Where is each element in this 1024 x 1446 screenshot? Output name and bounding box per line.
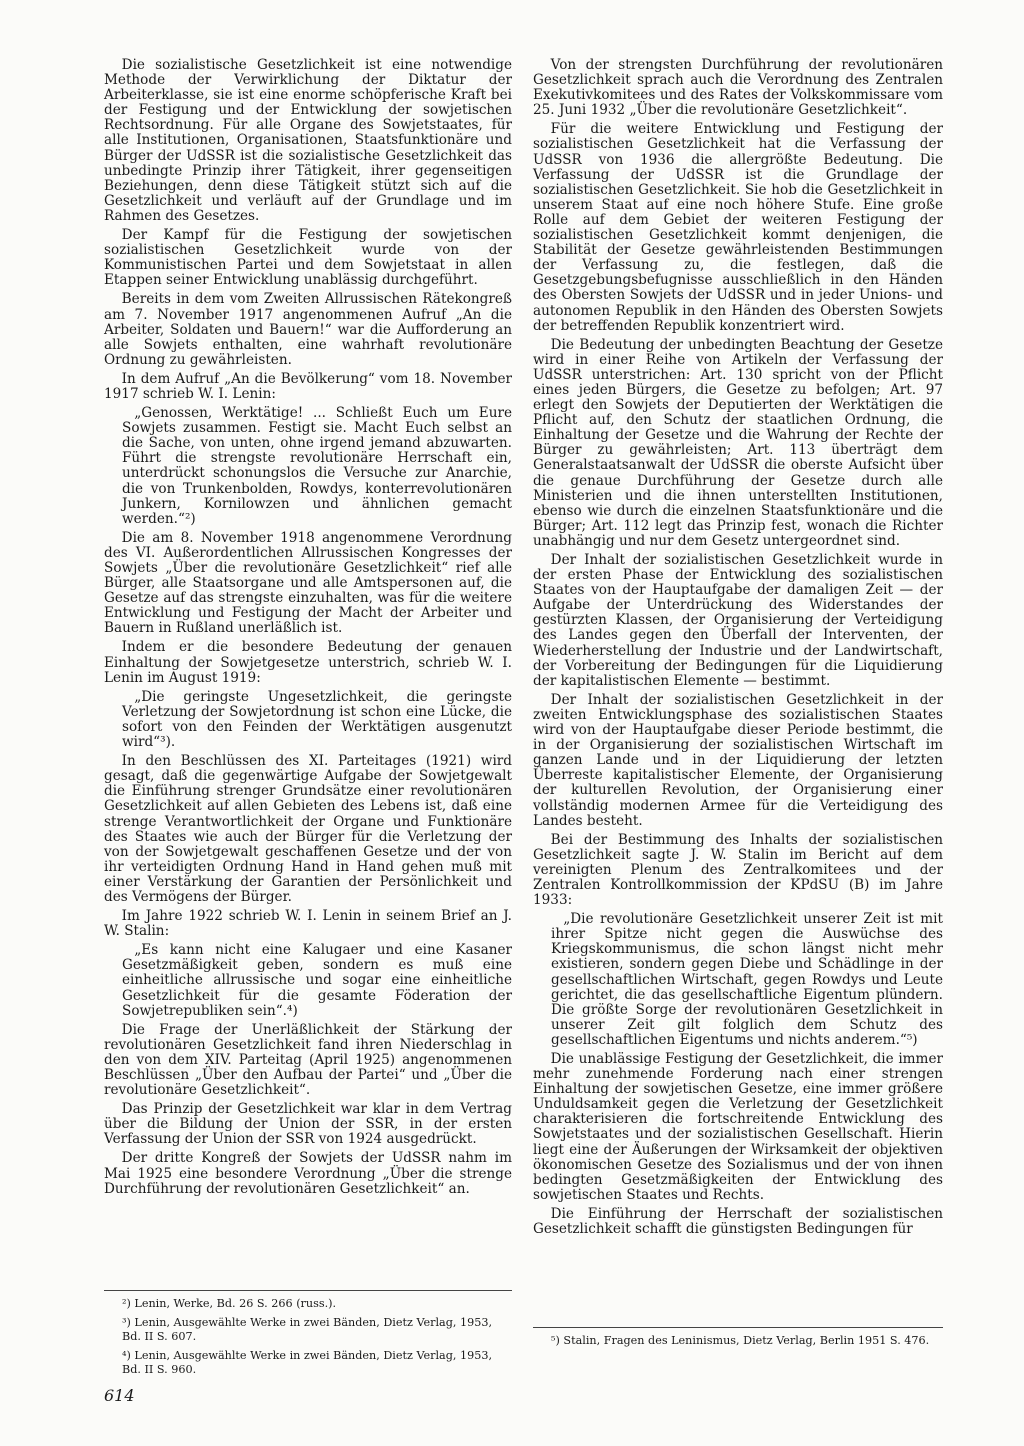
paragraph: Bei der Bestimmung des Inhalts der sozialistischen Gesetzlichkeit sagte J. W. Stalin im Bericht auf dem vereinigten Plenum des Zentralkomitees und der Zentralen Kontrollkommission der KPdSU (B) im Jahre 1933:	[533, 831, 943, 909]
footnote: ⁵) Stalin, Fragen des Leninismus, Dietz Verlag, Berlin 1951 S. 476.	[551, 1334, 930, 1347]
paragraph: In dem Aufruf „An die Bevölkerung“ vom 18. November 1917 schrieb W. I. Lenin:	[104, 370, 512, 402]
paragraph: Die Einführung der Herrschaft der sozialistischen Gesetzlichkeit schafft die günstigsten Bedingungen für	[533, 1205, 943, 1238]
block-quote: „Genossen, Werktätige! ... Schließt Euch um Eure Sowjets zusammen. Festigt sie. Macht Euch selbst an die Sache, von unten, ohne irgend jemand abzuwarten. Führt die strengste revolutionäre Herrschaft ein, unterdrückt schonungslos die Versuche zur Anarchie, die von Trunkenbolden, Rowdys, konterrevolutionären Junkern, Kornilowzen und ähnlichen gemacht werden.“²)	[122, 405, 512, 527]
right-column	[533, 58, 943, 1241]
block-quote: „Die geringste Ungesetzlichkeit, die geringste Verletzung der Sowjetordnung ist schon eine Lücke, die sofort von den Feinden der Werktätigen ausgenutzt wird“³).	[122, 688, 512, 751]
page-number: 614	[104, 1386, 135, 1405]
paragraph: Das Prinzip der Gesetzlichkeit war klar in dem Vertrag über die Bildung der Union der SSR, in der ersten Verfassung der Union der SSR von 1924 ausgedrückt.	[104, 1101, 512, 1148]
block-quote: „Die revolutionäre Gesetzlichkeit unserer Zeit ist mit ihrer Spitze nicht gegen die Auswüchse des Kriegskommunismus, die schon längst nicht mehr existieren, sondern gegen Diebe und Schädlinge in der gesellschaftlichen Wirtschaft, gegen Rowdys und Leute gerichtet, die das gesellschaftliche Eigentum plündern. Die größte Sorge der revolutionären Gesetzlichkeit in unserer Zeit gilt folglich dem Schutz des gesellschaftlichen Eigentums und nichts anderem.“⁵)	[551, 911, 943, 1048]
paragraph: Im Jahre 1922 schrieb W. I. Lenin in seinem Brief an J. W. Stalin:	[104, 908, 512, 940]
footnotes-right	[533, 1327, 943, 1353]
paragraph: Die unablässige Festigung der Gesetzlichkeit, die immer mehr zunehmende Forderung nach einer strengen Einhaltung der sowjetischen Gesetze, eine immer größere Unduldsamkeit gegen die Verletzung der Gesetzlichkeit charakterisieren die fortschreitende Entwicklung des Sowjetstaates und der sozialistischen Gesellschaft. Hierin liegt eine der Äußerungen der Wirksamkeit der objektiven ökonomischen Gesetze des Sozialismus und der von ihnen bedingten Gesetzmäßigkeiten der Entwicklung des sowjetischen Staates und Rechts.	[533, 1051, 943, 1203]
footnote: ⁴) Lenin, Ausgewählte Werke in zwei Bänden, Dietz Verlag, 1953, Bd. II S. 960.	[122, 1349, 493, 1376]
paragraph: Für die weitere Entwicklung und Festigung der sozialistischen Gesetzlichkeit hat die Verfassung der UdSSR von 1936 die allergrößte Bedeutung. Die Verfassung der UdSSR ist die Grundlage der sozialistischen Gesetzlichkeit. Sie hob die Gesetzlichkeit in unserem Staat auf eine noch höhere Stufe. Eine große Rolle auf dem Gebiet der weiteren Festigung der sozialistischen Gesetzlichkeit kommt denjenigen, die Stabilität der Gesetze gewährleistenden Bestimmungen der Verfassung zu, die festlegen, daß die Gesetzgebungsbefugnisse ausschließlich in den Händen des Obersten Sowjets der UdSSR und in jeder Unions- und autonomen Republik in den Händen des Obersten Sowjets der betreffenden Republik konzentriert wird.	[533, 121, 943, 334]
left-column	[104, 58, 512, 1201]
paragraph: Der dritte Kongreß der Sowjets der UdSSR nahm im Mai 1925 eine besondere Verordnung „Über die strenge Durchführung der revolutionären Gesetzlichkeit“ an.	[104, 1150, 512, 1197]
paragraph: Die sozialistische Gesetzlichkeit ist eine notwendige Methode der Verwirklichung der Diktatur der Arbeiterklasse, sie ist eine enorme schöpferische Kraft bei der Festigung und der Entwicklung der sowjetischen Rechtsordnung. Für alle Organe des Sowjetstaates, für alle Institutionen, Organisationen, Staatsfunktionäre und Bürger der UdSSR ist die sozialistische Gesetzlichkeit das unbedingte Prinzip ihrer Tätigkeit, ihrer gegenseitigen Beziehungen, denn diese Tätigkeit stützt sich auf die Gesetzlichkeit und verläuft auf der Grundlage und im Rahmen des Gesetzes.	[104, 57, 512, 224]
footnote: ³) Lenin, Ausgewählte Werke in zwei Bänden, Dietz Verlag, 1953, Bd. II S. 607.	[122, 1316, 493, 1343]
paragraph: Der Inhalt der sozialistischen Gesetzlichkeit wurde in der ersten Phase der Entwicklung des sozialistischen Staates von der Hauptaufgabe der damaligen Zeit — der Aufgabe der Unterdrückung des Widerstandes der gestürzten Klassen, der Organisierung der Verteidigung des Landes gegen den Überfall der Interventen, der Wiederherstellung der Industrie und der Landwirtschaft, der Vorbereitung der Bedingungen für die Liquidierung der kapitalistischen Elemente — bestimmt.	[533, 552, 943, 689]
paragraph: Der Inhalt der sozialistischen Gesetzlichkeit in der zweiten Entwicklungsphase des sozialistischen Staates wird von der Hauptaufgabe dieser Periode bestimmt, die in der Organisierung der sozialistischen Wirtschaft im ganzen Lande und in der Liquidierung der letzten Überreste kapitalistischer Elemente, der Organisierung der kulturellen Revolution, der Organisierung einer vollständig modernen Armee für die Verteidigung des Landes besteht.	[533, 691, 943, 829]
paragraph: Die Frage der Unerläßlichkeit der Stärkung der revolutionären Gesetzlichkeit fand ihren Niederschlag in den von dem XIV. Parteitag (April 1925) angenommenen Beschlüssen „Über den Aufbau der Partei“ und „Über die revolutionäre Gesetzlichkeit“.	[104, 1021, 512, 1099]
paragraph: Die am 8. November 1918 angenommene Verordnung des VI. Außerordentlichen Allrussischen Kongresses der Sowjets „Über die revolutionäre Gesetzlichkeit“ rief alle Bürger, alle Staatsorgane und alle Amtspersonen auf, die Gesetze auf das strengste einzuhalten, was für die weitere Entwicklung und Festigung der Macht der Arbeiter und Bauern in Rußland unerläßlich ist.	[104, 529, 512, 637]
footnotes-left	[104, 1290, 512, 1382]
paragraph: Indem er die besondere Bedeutung der genauen Einhaltung der Sowjetgesetze unterstrich, schrieb W. I. Lenin im August 1919:	[104, 639, 512, 686]
paragraph: In den Beschlüssen des XI. Parteitages (1921) wird gesagt, daß die gegenwärtige Aufgabe der Sowjetgewalt die Einführung strenger Grundsätze einer revolutionären Gesetzlichkeit auf allen Gebieten des Lebens ist, daß eine strenge Verantwortlichkeit der Organe und Funktionäre des Staates wie auch der Bürger für die Verletzung der von der Sowjetgewalt geschaffenen Gesetze und der von ihr verteidigten Ordnung Hand in Hand gehen muß mit einer Verstärkung der Garantien der Persönlichkeit und des Vermögens der Bürger.	[104, 753, 512, 905]
paragraph: Die Bedeutung der unbedingten Beachtung der Gesetze wird in einer Reihe von Artikeln der Verfassung der UdSSR unterstrichen: Art. 130 spricht von der Pflicht eines jeden Bürgers, die Gesetze zu befolgen; Art. 97 erlegt den Sowjets der Deputierten der Werktätigen die Pflicht auf, den Schutz der staatlichen Ordnung, die Einhaltung der Gesetze und die Wahrung der Rechte der Bürger zu gewährleisten; Art. 113 überträgt dem Generalstaatsanwalt der UdSSR die oberste Aufsicht über die genaue Durchführung der Gesetze durch alle Ministerien und die ihnen unterstellten Institutionen, ebenso wie durch die einzelnen Staatsfunktionäre und die Bürger; Art. 112 legt das Prinzip fest, wonach die Richter unabhängig und nur dem Gesetz untergeordnet sind.	[533, 336, 943, 549]
paragraph: Bereits in dem vom Zweiten Allrussischen Rätekongreß am 7. November 1917 angenommenen Aufruf „An die Arbeiter, Soldaten und Bauern!“ war die Aufforderung an alle Sowjets enthalten, eine wahrhaft revolutionäre Ordnung zu gewährleisten.	[104, 291, 512, 368]
paragraph: Der Kampf für die Festigung der sowjetischen sozialistischen Gesetzlichkeit wurde von der Kommunistischen Partei und dem Sowjetstaat in allen Etappen seiner Entwicklung unablässig durchgeführt.	[104, 227, 512, 289]
paragraph: Von der strengsten Durchführung der revolutionären Gesetzlichkeit sprach auch die Verordnung des Zentralen Exekutivkomitees und des Rates der Volkskommissare vom 25. Juni 1932 „Über die revolutionäre Gesetzlichkeit“.	[533, 57, 943, 119]
footnote: ²) Lenin, Werke, Bd. 26 S. 266 (russ.).	[122, 1297, 337, 1310]
block-quote: „Es kann nicht eine Kalugaer und eine Kasaner Gesetzmäßigkeit geben, sondern es muß eine einheitliche allrussische und sogar eine einheitliche Gesetzlichkeit für die gesamte Föderation der Sowjetrepubliken sein“.⁴)	[122, 942, 512, 1019]
